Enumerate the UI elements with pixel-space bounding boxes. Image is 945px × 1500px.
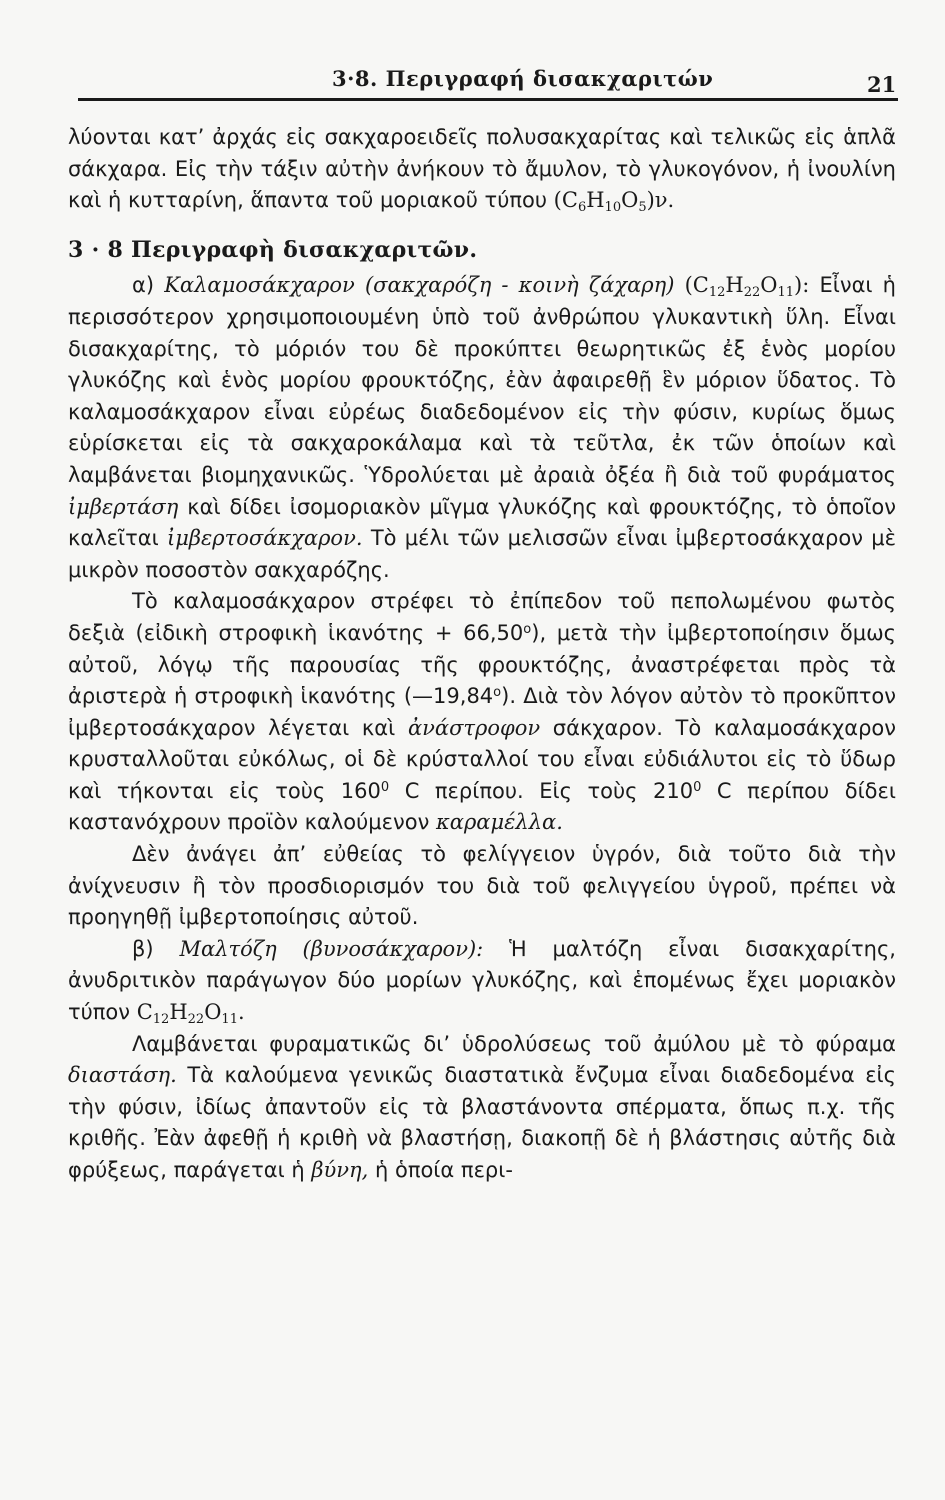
item-label-b: β) <box>132 936 154 961</box>
section-heading: 3 · 8 Περιγραφὴ δισακχαριτῶν. <box>68 236 478 263</box>
sucrose-title: Καλαμοσάκχαρον (σακχαρόζη - κοινὴ ζάχαρη) <box>164 273 675 298</box>
term-invert-sugar: ἰμβερτοσάκχαρον. <box>167 526 363 551</box>
paragraph-rotation: Τὸ καλαμοσάκχαρον στρέφει τὸ ἐπίπεδον τοῦ πεπολωμένου φωτὸς δεξιὰ (εἰδικὴ στροφικὴ ἱκανότης + $66,50^o$), μετὰ τὴν ἰμβερτοποίησιν ὅμως αὐτοῦ, λόγῳ τῆς παρουσίας τῆς φρουκτόζης, ἀναστρέφεται πρὸς τὰ ἀριστερὰ ἡ στροφικὴ ἱκανότης $(—19,84^o)$. Διὰ τὸν λόγον αὐτὸν τὸ προκῦπτον ἰμβερτοσάκχαρον λέγεται καὶ ἀνάστροφον σάκχαρον. Τὸ καλαμοσάκχαρον κρυσταλλοῦται εὐκόλως, οἱ δὲ κρύσταλλοί του εἶναι εὐδιάλυτοι εἰς τὸ ὕδωρ καὶ τήκονται εἰς τοὺς $160^0$ C περίπου. Εἰς τοὺς $210^0$ C περίπου δίδει καστανόχρουν προϊὸν καλούμενον καραμέλλα. <box>68 589 896 835</box>
paragraph-fehling: Δὲν ἀνάγει ἀπ’ εὐθείας τὸ φελίγγειον ὑγρόν, διὰ τοῦτο διὰ τὴν ἀνίχνευσιν ἢ τὸν προσδιορισμόν του διὰ τοῦ φελιγγείου ὑγροῦ, πρέπει νὰ προηγηθῇ ἰμβερτοποίησις αὐτοῦ. <box>68 842 896 930</box>
body-text <box>68 122 896 1187</box>
paragraph-intro <box>68 122 896 217</box>
paragraph-maltose: β) Μαλτόζη (βυνοσάκχαρον): Ἡ μαλτόζη εἶναι δισακχαρίτης, ἀνυδριτικὸν παράγωγον δύο μορίων γλυκόζης, καὶ ἑπομένως ἔχει μοριακὸν τύπον $C_{12}H_{22}O_{11}$. <box>68 936 896 1028</box>
paragraph-sucrose: α) Καλαμοσάκχαρον (σακχαρόζη - κοινὴ ζάχαρη) $(C_{12}H_{22}O_{11})$: Εἶναι ἡ περισσότερον χρησιμοποιουμένη ὑπὸ τοῦ ἀνθρώπου γλυκαντικὴ ὕλη. Εἶναι δισακχαρίτης, τὸ μόριόν του δὲ προκύπτει θεωρητικῶς ἐξ ἑνὸς μορίου γλυκόζης καὶ ἑνὸς μορίου φρουκτόζης, ἐὰν ἀφαιρεθῇ ἓν μόριον ὕδατος. Τὸ καλαμοσάκχαρον εἶναι εὐρέως διαδεδομένον εἰς τὴν φύσιν, κυρίως ὅμως εὑρίσκεται εἰς τὰ σακχαροκάλαμα καὶ τὰ τεῦτλα, ἐκ τῶν ὁποίων καὶ λαμβάνεται βιομηχανικῶς. Ὑδρολύεται μὲ ἀραιὰ ὀξέα ἢ διὰ τοῦ φυράματος ἰμβερτάση καὶ δίδει ἰσομοριακὸν μῖγμα γλυκόζης καὶ φρουκτόζης, τὸ ὁποῖον καλεῖται ἰμβερτοσάκχαρον. Τὸ μέλι τῶν μελισσῶν εἶναι ἰμβερτοσάκχαρον μὲ μικρὸν ποσοστὸν σακχαρόζης. <box>68 273 896 582</box>
formula-sucrose: $(C_{12}H_{22}O_{11})$: <box>684 273 810 301</box>
paragraph-intro-text: λύονται κατ’ ἀρχάς εἰς σακχαροειδεῖς πολυσακχαρίτας καὶ τελικῶς εἰς ἁπλᾶ σάκχαρα. Εἰς τὴν τάξιν αὐτὴν ἀνήκουν τὸ ἄμυλον, τὸ γλυκογόνον, ἡ ἰνουλίνη καὶ ἡ κυτταρίνη, ἅπαντα τοῦ μοριακοῦ τύπου <box>68 125 896 213</box>
header-rule <box>78 98 898 101</box>
term-invertase: ἰμβερτάση <box>68 494 179 519</box>
paragraph-diastase: Λαμβάνεται φυραματικῶς δι’ ὑδρολύσεως τοῦ ἀμύλου μὲ τὸ φύραμα διαστάση. Τὰ καλούμενα γενικῶς διαστατικὰ ἔνζυμα εἶναι διαδεδομένα εἰς τὴν φύσιν, ἰδίως ἀπαντοῦν εἰς τὰ βλαστάνοντα σπέρματα, ὅπως π.χ. τῆς κριθῆς. Ἐὰν ἀφεθῇ ἡ κριθὴ νὰ βλαστήσῃ, διακοπῇ δὲ ἡ βλάστησις αὐτῆς διὰ φρύξεως, παράγεται ἡ βύνη, ἡ ὁποία περι- <box>68 1031 896 1182</box>
formula-maltose: $C_{12}H_{22}O_{11}$. <box>136 1000 245 1028</box>
running-header-title: 3·8. Περιγραφή δισακχαριτών <box>332 66 714 91</box>
item-label-a: α) <box>132 273 155 298</box>
term-diastase: διαστάση. <box>68 1063 177 1088</box>
term-caramel: καραμέλλα. <box>436 810 563 835</box>
term-inverted: ἀνάστροφον <box>407 715 541 740</box>
maltose-title: Μαλτόζη (βυνοσάκχαρον): <box>179 936 484 961</box>
page-number: 21 <box>867 72 897 97</box>
formula-polysaccharide: $(C_6H_{10}O_5)\nu$. <box>553 188 675 216</box>
term-malt: βύνη, <box>311 1158 369 1182</box>
